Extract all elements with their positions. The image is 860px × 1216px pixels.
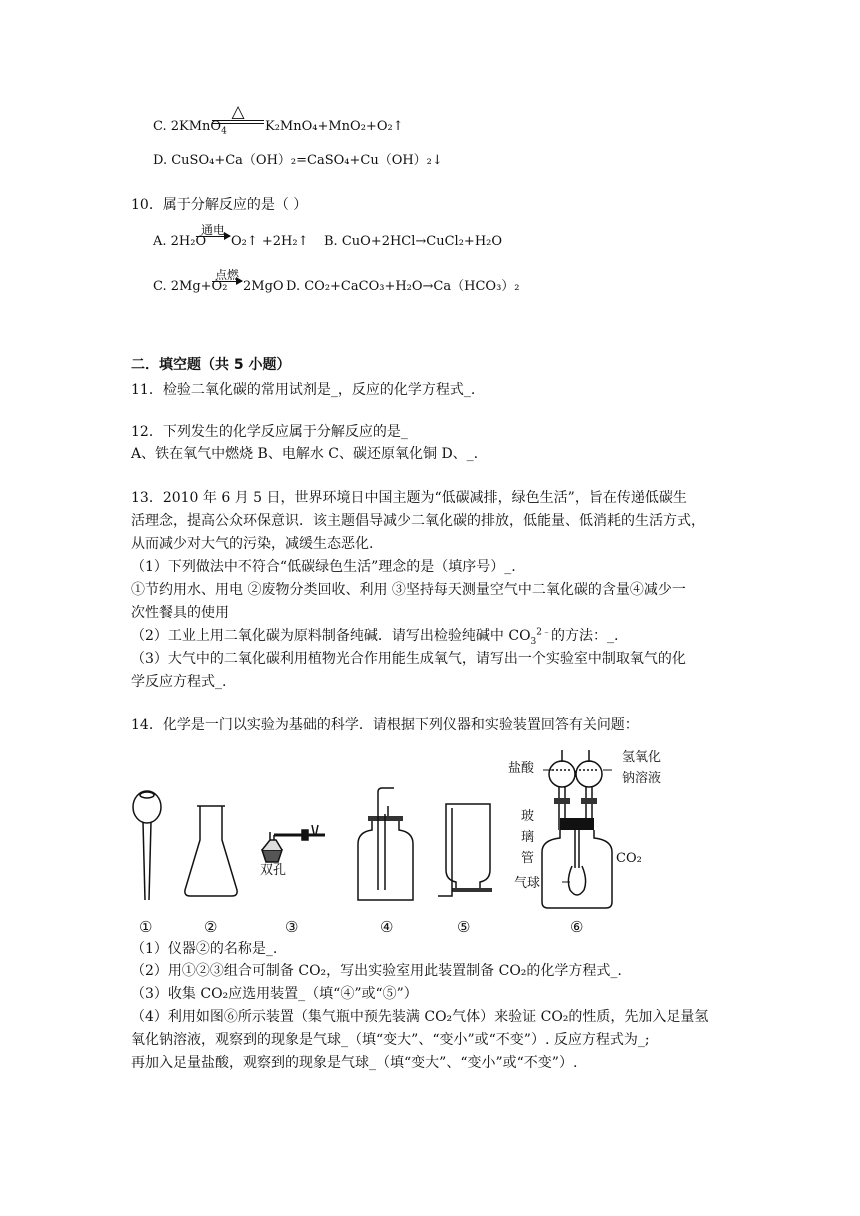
q13-line2: 活理念，提高公众环保意识．该主题倡导减少二氧化碳的排放，低能量、低消耗的生活方式， xyxy=(131,513,705,529)
electrolysis-label: 通电 xyxy=(200,223,225,237)
q9-option-d: D. CuSO₄+Ca（OH）₂=CaSO₄+Cu（OH）₂↓ xyxy=(153,153,443,168)
figure-number-4: ④ xyxy=(380,918,394,936)
figure-number-1: ① xyxy=(139,918,153,936)
conical-flask-icon xyxy=(185,806,237,896)
carbonate-sub: 3 xyxy=(530,636,537,647)
glass-tube-label-2: 璃 xyxy=(521,830,535,845)
figure-number-2: ② xyxy=(204,918,218,936)
figure-number-6: ⑥ xyxy=(570,918,584,936)
q13-line1: 13．2010 年 6 月 5 日，世界环境日中国主题为“低碳减排，绿色生活”，旨在传递低碳生 xyxy=(131,490,687,506)
co2-balloon-apparatus-icon xyxy=(542,750,612,908)
balloon-label: 气球 xyxy=(514,876,541,891)
q14-sub4-line1: （4）利用如图⑥所示装置（集气瓶中预先装满 CO₂气体）来验证 CO₂的性质，先加入足量氢 xyxy=(131,1009,709,1025)
q10-ignition-condition xyxy=(212,269,242,282)
q14-sub2: （2）用①②③组合可制备 CO₂，写出实验室用此装置制备 CO₂的化学方程式_. xyxy=(131,963,622,979)
q13-sub3-line2: 学反应方程式_. xyxy=(131,674,227,690)
arrow xyxy=(212,281,242,282)
q14-sub4-line2: 氧化钠溶液，观察到的现象是气球_（填“变大”、“变小”或“不变”）. 反应方程式为_; xyxy=(131,1032,650,1048)
co2-label: CO₂ xyxy=(616,851,642,866)
glass-tube-label-3: 管 xyxy=(521,851,535,866)
q13-sub2 xyxy=(131,627,618,645)
q13-sub2-prefix: （2）工业上用二氧化碳为原料制备纯碱．请写出检验纯碱中 CO xyxy=(131,628,531,644)
naoh-label-line2: 钠溶液 xyxy=(622,771,662,786)
hcl-label: 盐酸 xyxy=(508,761,535,776)
arrow xyxy=(196,236,230,237)
ignition-label: 点燃 xyxy=(214,268,239,282)
figure-number-5: ⑤ xyxy=(457,918,471,936)
q10-electrolysis-condition xyxy=(196,224,230,237)
q14-sub3: （3）收集 CO₂应选用装置_（填“④”或“⑤”） xyxy=(131,986,418,1002)
q13-sub1-options-line1: ①节约用水、用电 ②废物分类回收、利用 ③坚持每天测量空气中二氧化碳的含量④减少一 xyxy=(131,582,686,598)
q14-sub1: （1）仪器②的名称是_. xyxy=(131,941,278,957)
long-neck-funnel-icon xyxy=(133,791,161,900)
gas-bottle-long-short-tube-icon xyxy=(358,788,413,900)
carbonate-charge: 2﹣ xyxy=(536,627,552,638)
q10-option-b: B. CuO+2HCl→CuCl₂+H₂O xyxy=(324,234,503,249)
naoh-label-line1: 氢氧化 xyxy=(622,750,662,765)
glass-tube-label-1: 玻 xyxy=(521,809,535,824)
inverted-gas-bottle-icon xyxy=(438,804,492,896)
q12-options: A、铁在氧气中燃烧 B、电解水 C、碳还原氧化铜 D、_. xyxy=(131,446,479,462)
apparatus-figure xyxy=(0,740,860,940)
q13-sub3-line1: （3）大气中的二氧化碳利用植物光合作用能生成氧气，请写出一个实验室中制取氧气的化 xyxy=(131,651,686,667)
q12-text: 12．下列发生的化学反应属于分解反应的是_ xyxy=(131,424,408,440)
q13-line3: 从而减少对大气的污染，减缓生态恶化. xyxy=(131,536,374,552)
q10-option-d: D. CO₂+CaCO₃+H₂O→Ca（HCO₃）₂ xyxy=(286,279,520,294)
q10-option-c-left: C. 2Mg+O₂ xyxy=(153,279,228,294)
figure-number-3: ③ xyxy=(285,918,299,936)
q13-sub2-suffix: 的方法：_. xyxy=(551,628,619,644)
q10-stem: 10．属于分解反应的是（ ） xyxy=(131,197,308,213)
q14-stem: 14．化学是一门以实验为基础的科学．请根据下列仪器和实验装置回答有关问题： xyxy=(131,717,639,733)
double-hole-label: 双孔 xyxy=(260,863,287,878)
section-title: 二．填空题（共 5 小题） xyxy=(131,357,291,373)
q9-heat-condition xyxy=(212,104,264,124)
q10-option-c-right: 2MgO xyxy=(243,279,284,294)
q9-option-c-products: K₂MnO₄+MnO₂+O₂↑ xyxy=(265,119,404,134)
heat-symbol: △ xyxy=(231,102,245,122)
q10-option-a-left: A. 2H₂O xyxy=(153,234,207,249)
q10-option-a-right: O₂↑ +2H₂↑ xyxy=(231,234,309,249)
q9-option-c-sub: 4 xyxy=(221,126,227,137)
q9-option-c-reactant: C. 2KMnO xyxy=(153,119,222,134)
double-hole-stopper-icon xyxy=(262,825,325,862)
q14-sub4-line3: 再加入足量盐酸，观察到的现象是气球_（填“变大”、“变小”或“不变”）. xyxy=(131,1055,578,1071)
q13-sub1: （1）下列做法中不符合“低碳绿色生活”理念的是（填序号）_. xyxy=(131,559,516,575)
q11-text: 11．检验二氧化碳的常用试剂是_，反应的化学方程式_. xyxy=(131,382,476,398)
q13-sub1-options-line2: 次性餐具的使用 xyxy=(131,605,229,621)
